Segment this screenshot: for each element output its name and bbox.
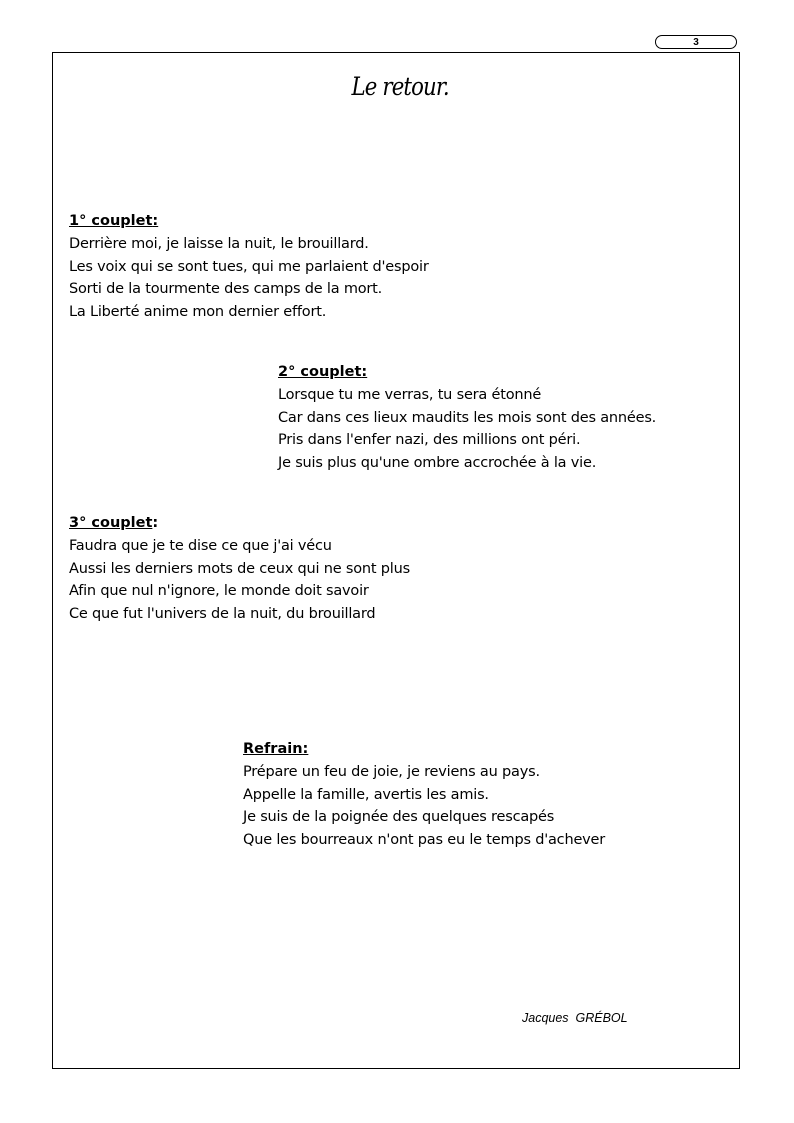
verse-line: Je suis plus qu'une ombre accrochée à la vie. bbox=[278, 454, 597, 471]
verse-line: Derrière moi, je laisse la nuit, le brouillard. bbox=[69, 236, 369, 252]
couplet-2-heading-colon: : bbox=[361, 364, 368, 380]
couplet-3-heading-text: 3° couplet bbox=[69, 515, 153, 531]
couplet-1-heading bbox=[69, 210, 429, 233]
verse-line: Lorsque tu me verras, tu sera étonné bbox=[278, 387, 542, 403]
page-title: Le retour. bbox=[351, 72, 449, 101]
verse-line: Ce que fut l'univers de la nuit, du brouillard bbox=[69, 605, 376, 622]
couplet-2-heading-text: 2° couplet bbox=[278, 364, 362, 380]
verse-line: Aussi les derniers mots de ceux qui ne sont plus bbox=[69, 560, 410, 577]
verse-line: Pris dans l'enfer nazi, des millions ont péri. bbox=[278, 432, 581, 448]
couplet-2 bbox=[278, 361, 656, 474]
page-number: 3 bbox=[655, 35, 737, 49]
verse-line: Prépare un feu de joie, je reviens au pays. bbox=[243, 764, 540, 780]
couplet-1-heading-text: 1° couplet bbox=[69, 213, 153, 229]
refrain bbox=[243, 738, 605, 851]
verse-line: Sorti de la tourmente des camps de la mort. bbox=[69, 281, 383, 297]
verse-line: Afin que nul n'ignore, le monde doit savoir bbox=[69, 583, 369, 599]
couplet-3-heading-colon: : bbox=[152, 515, 159, 531]
verse-line: Faudra que je te dise ce que j'ai vécu bbox=[69, 538, 332, 554]
verse-line: Car dans ces lieux maudits les mois sont des années. bbox=[278, 409, 657, 426]
refrain-heading bbox=[243, 738, 605, 761]
couplet-1 bbox=[69, 210, 429, 323]
couplet-1-heading-colon: : bbox=[152, 213, 159, 229]
refrain-heading-text: Refrain bbox=[243, 741, 303, 757]
verse-line: Les voix qui se sont tues, qui me parlaient d'espoir bbox=[69, 258, 429, 275]
couplet-2-heading bbox=[278, 361, 656, 384]
refrain-heading-colon: : bbox=[302, 741, 309, 757]
verse-line: Appelle la famille, avertis les amis. bbox=[243, 786, 489, 803]
verse-line: La Liberté anime mon dernier effort. bbox=[69, 303, 327, 320]
verse-line: Je suis de la poignée des quelques rescapés bbox=[243, 809, 555, 825]
author-signature: Jacques GRÉBOL bbox=[522, 1011, 628, 1025]
couplet-3-heading bbox=[69, 512, 410, 535]
verse-line: Que les bourreaux n'ont pas eu le temps d'achever bbox=[243, 831, 606, 848]
couplet-3 bbox=[69, 512, 410, 625]
